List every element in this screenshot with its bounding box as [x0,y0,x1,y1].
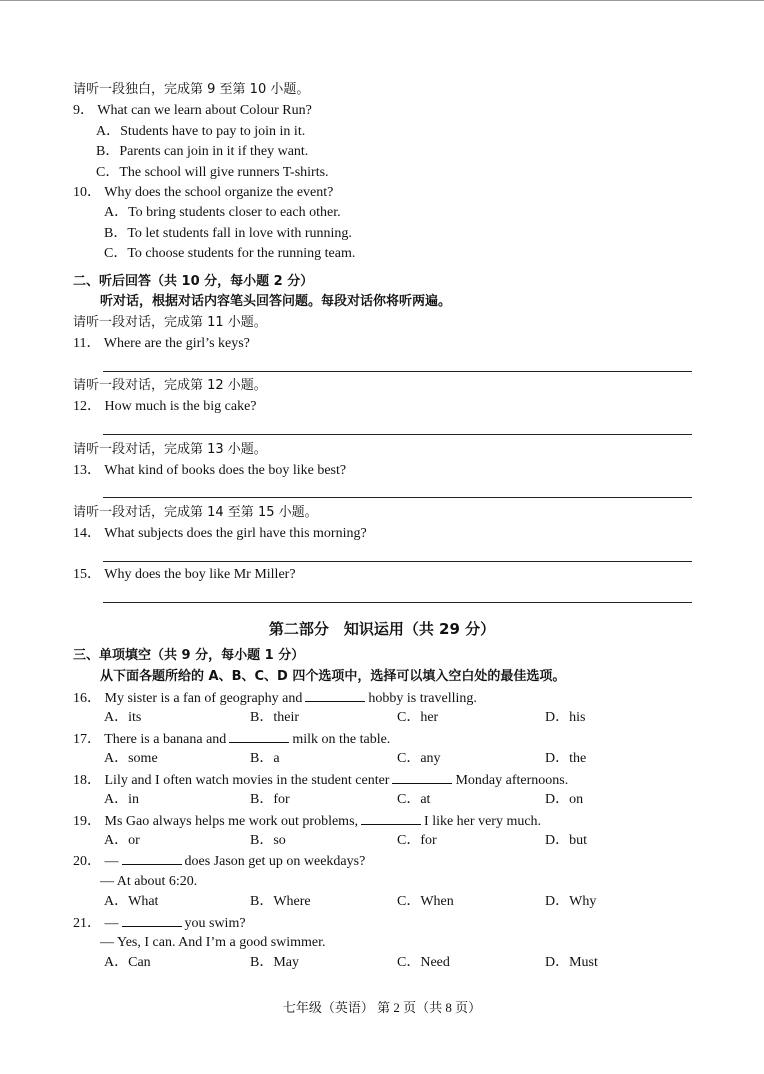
q16-option-d: D．his [545,710,586,725]
q19-option-b: B．so [250,833,286,848]
q9-option-a: A．Students have to pay to join in it. [96,124,306,139]
q16-option-a: A．its [104,710,142,725]
q20-blank[interactable] [122,852,182,865]
q20-stem: 20． — does Jason get up on weekdays? [73,854,366,869]
q20-reply: — At about 6:20. [100,874,198,889]
page-footer: 七年级（英语） 第 2 页（共 8 页） [282,1000,482,1015]
intro-q12: 请听一段对话，完成第 12 小题。 [73,378,267,393]
q16-stem: 16． My sister is a fan of geography and hobby is travelling. [73,691,477,706]
part3-instruction: 从下面各题所给的 A、B、C、D 四个选项中，选择可以填入空白处的最佳选项。 [100,669,566,684]
q13-stem: 13． What kind of books does the boy like best? [73,463,347,478]
q10-option-a: A．To bring students closer to each other. [104,205,341,220]
q9-option-c: C．The school will give runners T-shirts. [96,165,329,180]
q19-option-c: C．for [397,833,437,848]
q10-option-c: C．To choose students for the running team. [104,246,356,261]
q20-option-c: C．When [397,894,454,909]
q20-option-a: A．What [104,894,159,909]
q21-option-a: A．Can [104,955,151,970]
q21-blank[interactable] [122,914,182,927]
intro-q9-10: 请听一段独白，完成第 9 至第 10 小题。 [73,82,310,97]
q16-option-b: B．their [250,710,299,725]
q9-stem: 9． What can we learn about Colour Run? [73,103,312,118]
q21-stem: 21． — you swim? [73,916,246,931]
part3-heading: 三、单项填空（共 9 分，每小题 1 分） [73,648,305,663]
q20-option-b: B．Where [250,894,311,909]
q17-option-d: D．the [545,751,587,766]
q12-stem: 12． How much is the big cake? [73,399,257,414]
page-top-border [0,0,764,1]
q12-answer-line[interactable] [103,434,692,435]
q10-stem: 10． Why does the school organize the event? [73,185,334,200]
q18-option-b: B．for [250,792,290,807]
q16-blank[interactable] [305,689,365,702]
q14-answer-line[interactable] [103,561,692,562]
q15-answer-line[interactable] [103,602,692,603]
q19-stem: 19． Ms Gao always helps me work out problems, I like her very much. [73,814,542,829]
q19-option-d: D．but [545,833,587,848]
q19-option-a: A．or [104,833,140,848]
q18-option-a: A．in [104,792,139,807]
q14-stem: 14． What subjects does the girl have this morning? [73,526,367,541]
q18-option-c: C．at [397,792,431,807]
q16-option-c: C．her [397,710,439,725]
q20-option-d: D．Why [545,894,597,909]
q10-option-b: B．To let students fall in love with running. [104,226,352,241]
part2-heading: 二、听后回答（共 10 分，每小题 2 分） [73,274,314,289]
part2-instruction: 听对话，根据对话内容笔头回答问题。每段对话你将听两遍。 [100,294,452,309]
q11-stem: 11． Where are the girl’s keys? [73,336,250,351]
q17-stem: 17． There is a banana and milk on the table. [73,732,391,747]
q17-blank[interactable] [229,730,289,743]
q19-blank[interactable] [361,812,421,825]
q17-option-a: A．some [104,751,158,766]
q21-option-c: C．Need [397,955,450,970]
q11-answer-line[interactable] [103,371,692,372]
intro-q13: 请听一段对话，完成第 13 小题。 [73,442,267,457]
q9-option-b: B．Parents can join in it if they want. [96,144,309,159]
q17-option-c: C．any [397,751,441,766]
q13-answer-line[interactable] [103,497,692,498]
q17-option-b: B．a [250,751,280,766]
intro-q11: 请听一段对话，完成第 11 小题。 [73,315,267,330]
q18-option-d: D．on [545,792,584,807]
q21-option-d: D．Must [545,955,598,970]
q21-option-b: B．May [250,955,299,970]
q15-stem: 15． Why does the boy like Mr Miller? [73,567,296,582]
q18-blank[interactable] [392,771,452,784]
q18-stem: 18． Lily and I often watch movies in the student center Monday afternoons. [73,773,569,788]
section-2-title: 第二部分 知识运用（共 29 分） [268,620,496,638]
q21-reply: — Yes, I can. And I’m a good swimmer. [100,935,326,950]
intro-q14-15: 请听一段对话，完成第 14 至第 15 小题。 [73,505,318,520]
